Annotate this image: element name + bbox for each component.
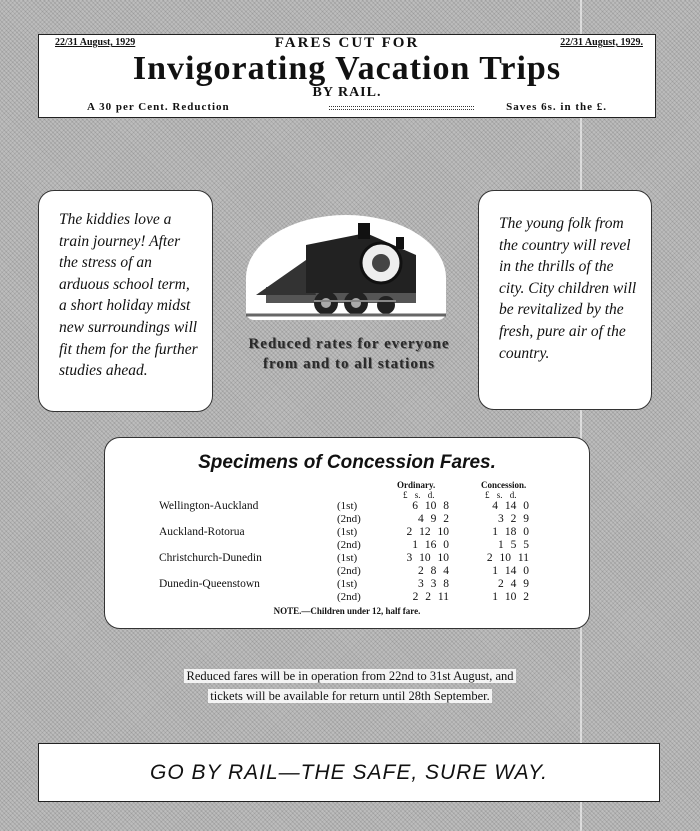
children-note: NOTE.—Children under 12, half fare. — [273, 606, 421, 616]
route-name: Christchurch-Dunedin — [159, 552, 262, 564]
reduced-rates-text: Reduced rates for everyone from and to all stations — [248, 336, 450, 372]
concession-fare: 2 4 9 — [498, 578, 529, 590]
ordinary-fare: 3 10 10 — [406, 552, 449, 564]
operation-notice — [70, 666, 630, 706]
concession-fare: 1 5 5 — [498, 539, 529, 551]
quote-kiddies: The kiddies love a train journey! After the stress of an arduous school term, a short holiday midst new surroundings will fit them for the further studies ahead. — [38, 190, 213, 412]
ordinary-units: £ s. d. — [403, 490, 435, 500]
date-right: 22/31 August, 1929. — [560, 37, 643, 48]
paper-fold — [580, 0, 582, 831]
fares-panel — [104, 437, 590, 629]
ordinary-fare: 4 9 2 — [418, 513, 449, 525]
concession-units: £ s. d. — [485, 490, 517, 500]
header-banner — [38, 34, 656, 118]
class-label: (1st) — [337, 552, 358, 564]
class-label: (2nd) — [337, 513, 361, 525]
fares-title: Specimens of Concession Fares. — [198, 452, 496, 473]
operation-line-2: tickets will be available for return until 28th September. — [210, 689, 490, 703]
fares-cut-heading: FARES CUT FOR — [274, 35, 420, 51]
route-name: Wellington-Auckland — [159, 500, 259, 512]
class-label: (2nd) — [337, 591, 361, 603]
concession-fare: 1 10 2 — [492, 591, 529, 603]
main-title: Invigorating Vacation Trips — [132, 50, 562, 87]
date-left: 22/31 August, 1929 — [55, 37, 136, 48]
ordinary-fare: 2 2 11 — [412, 591, 449, 603]
by-rail-subtitle: BY RAIL. — [312, 85, 382, 100]
locomotive-illustration — [246, 215, 446, 320]
ordinary-fare: 6 10 8 — [412, 500, 449, 512]
class-label: (1st) — [337, 500, 358, 512]
class-label: (1st) — [337, 578, 358, 590]
quote-young-folk: The young folk from the country will revel in the thrills of the city. City children will be revitalized by the fresh, pure air of the country. — [478, 190, 652, 410]
ordinary-header: Ordinary. — [397, 480, 436, 490]
ordinary-fare: 2 8 4 — [418, 565, 449, 577]
saves-text: Saves 6s. in the £. — [506, 101, 607, 113]
ordinary-fare: 1 16 0 — [412, 539, 449, 551]
concession-fare: 2 10 11 — [486, 552, 529, 564]
ordinary-fare: 3 3 8 — [418, 578, 449, 590]
reduction-text: A 30 per Cent. Reduction — [87, 101, 230, 113]
footer-slogan: GO BY RAIL—THE SAFE, SURE WAY. — [38, 743, 660, 802]
dotted-rule — [329, 106, 474, 110]
ordinary-fare: 2 12 10 — [406, 526, 449, 538]
concession-fare: 1 14 0 — [492, 565, 529, 577]
concession-fare: 1 18 0 — [492, 526, 529, 538]
operation-line-1: Reduced fares will be in operation from 22nd to 31st August, and — [186, 669, 514, 683]
route-name: Dunedin-Queenstown — [159, 578, 260, 590]
class-label: (2nd) — [337, 539, 361, 551]
class-label: (1st) — [337, 526, 358, 538]
class-label: (2nd) — [337, 565, 361, 577]
concession-header: Concession. — [481, 480, 527, 490]
route-name: Auckland-Rotorua — [159, 526, 245, 538]
concession-fare: 3 2 9 — [498, 513, 529, 525]
train-icon — [246, 215, 446, 320]
concession-fare: 4 14 0 — [492, 500, 529, 512]
